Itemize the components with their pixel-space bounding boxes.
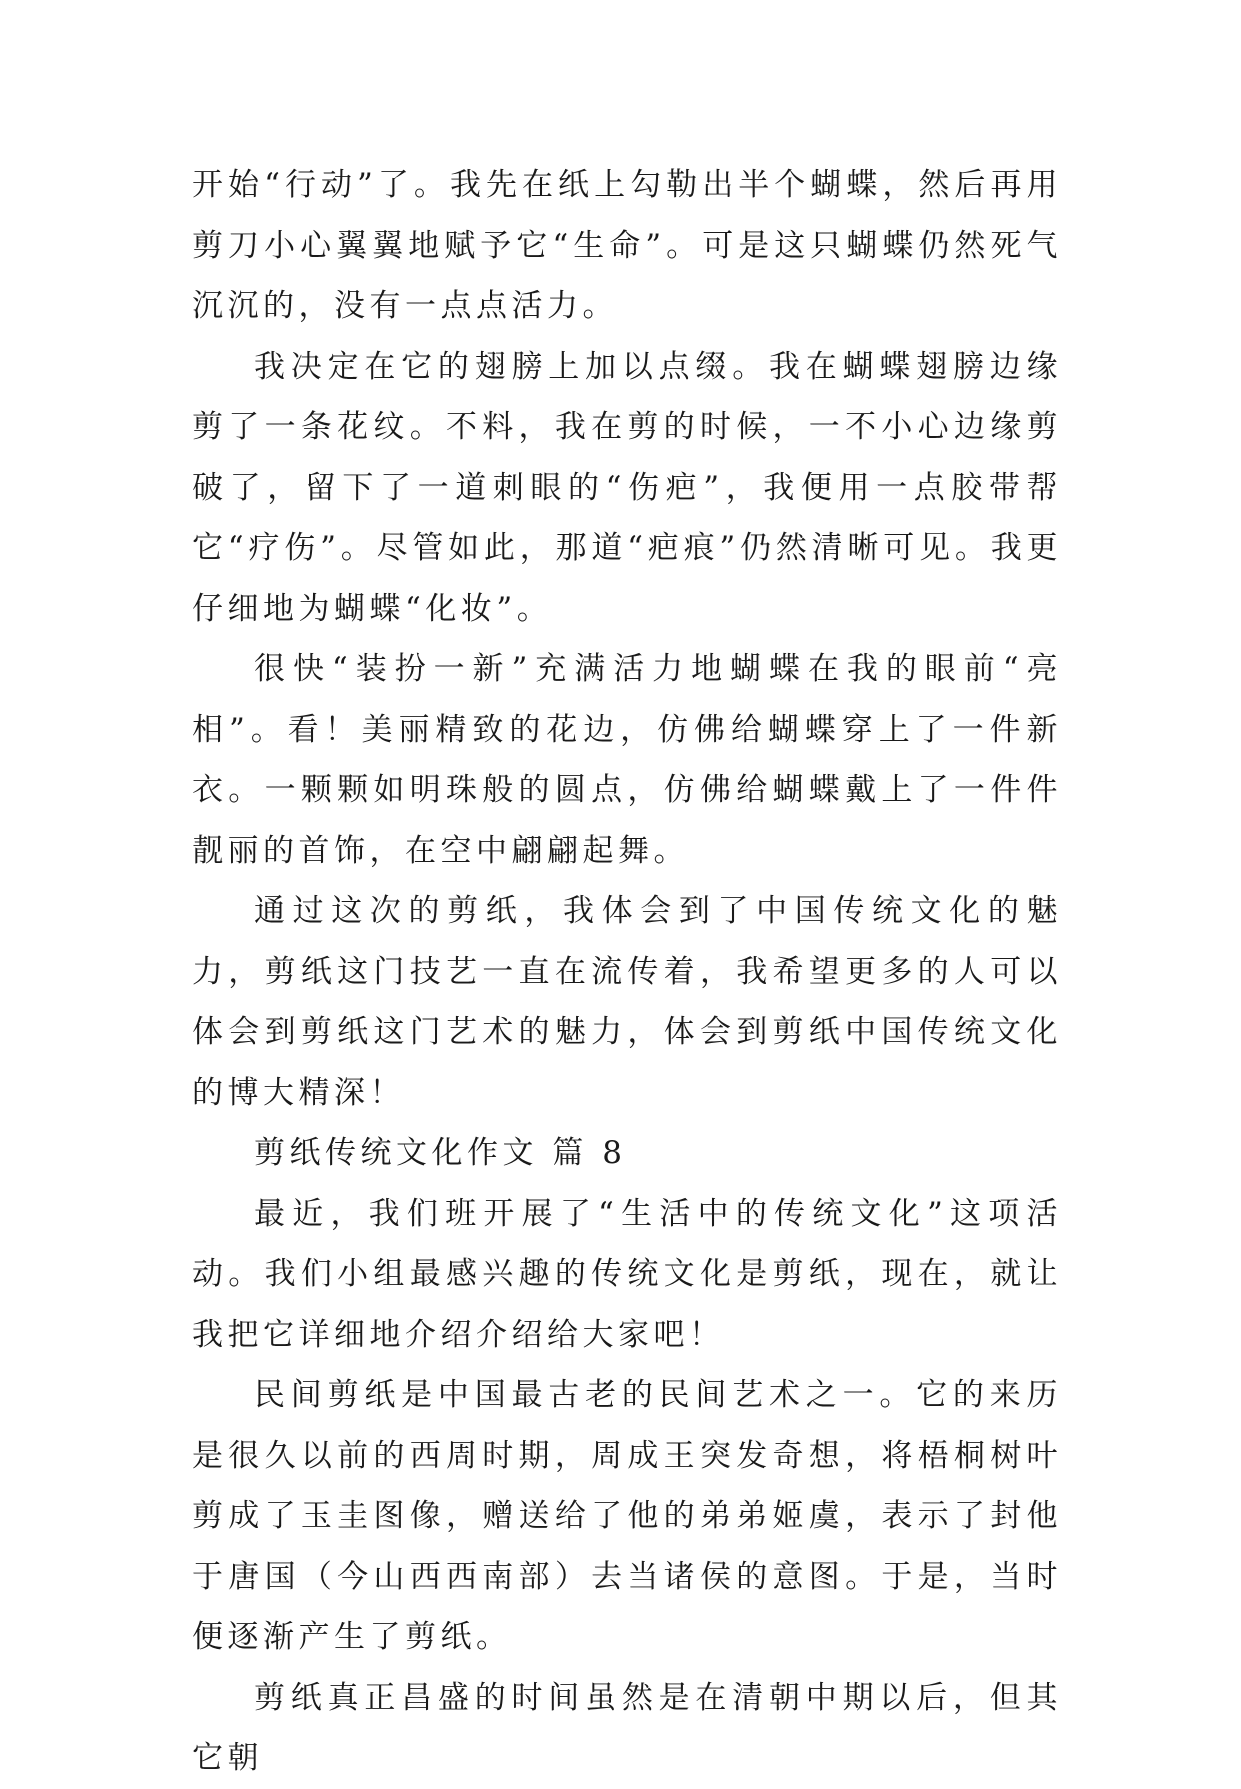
section-heading: 剪纸传统文化作文 篇 8	[254, 1135, 627, 1171]
document-page	[192, 155, 1062, 1789]
paragraph-continuation: 开始“行动”了。我先在纸上勾勒出半个蝴蝶，然后再用剪刀小心翼翼地赋予它“生命”。可是这只蝴蝶仍然死气沉沉的，没有一点点活力。	[192, 167, 1062, 324]
paragraph-history: 民间剪纸是中国最古老的民间艺术之一。它的来历是很久以前的西周时期，周成王突发奇想，将梧桐树叶剪成了玉圭图像，赠送给了他的弟弟姬虞，表示了封他于唐国（今山西西南部）去当诸侯的意图。于是，当时便逐渐产生了剪纸。	[192, 1377, 1062, 1655]
paragraph-qing-dynasty: 剪纸真正昌盛的时间虽然是在清朝中期以后，但其它朝	[192, 1679, 1062, 1776]
paragraph-butterfly-debut: 很快“装扮一新”充满活力地蝴蝶在我的眼前“亮相”。看！美丽精致的花边，仿佛给蝴蝶穿上了一件新衣。一颗颗如明珠般的圆点，仿佛给蝴蝶戴上了一件件靓丽的首饰，在空中翩翩起舞。	[192, 651, 1062, 869]
paragraph-reflection: 通过这次的剪纸，我体会到了中国传统文化的魅力，剪纸这门技艺一直在流传着，我希望更多的人可以体会到剪纸这门艺术的魅力，体会到剪纸中国传统文化的博大精深！	[192, 893, 1062, 1111]
paragraph-class-activity: 最近，我们班开展了“生活中的传统文化”这项活动。我们小组最感兴趣的传统文化是剪纸，现在，就让我把它详细地介绍介绍给大家吧！	[192, 1195, 1062, 1353]
paragraph-decorating-wings: 我决定在它的翅膀上加以点缀。我在蝴蝶翅膀边缘剪了一条花纹。不料，我在剪的时候，一不小心边缘剪破了，留下了一道刺眼的“伤疤”，我便用一点胶带帮它“疗伤”。尽管如此，那道“疤痕”仍然清晰可见。我更仔细地为蝴蝶“化妆”。	[192, 348, 1062, 627]
